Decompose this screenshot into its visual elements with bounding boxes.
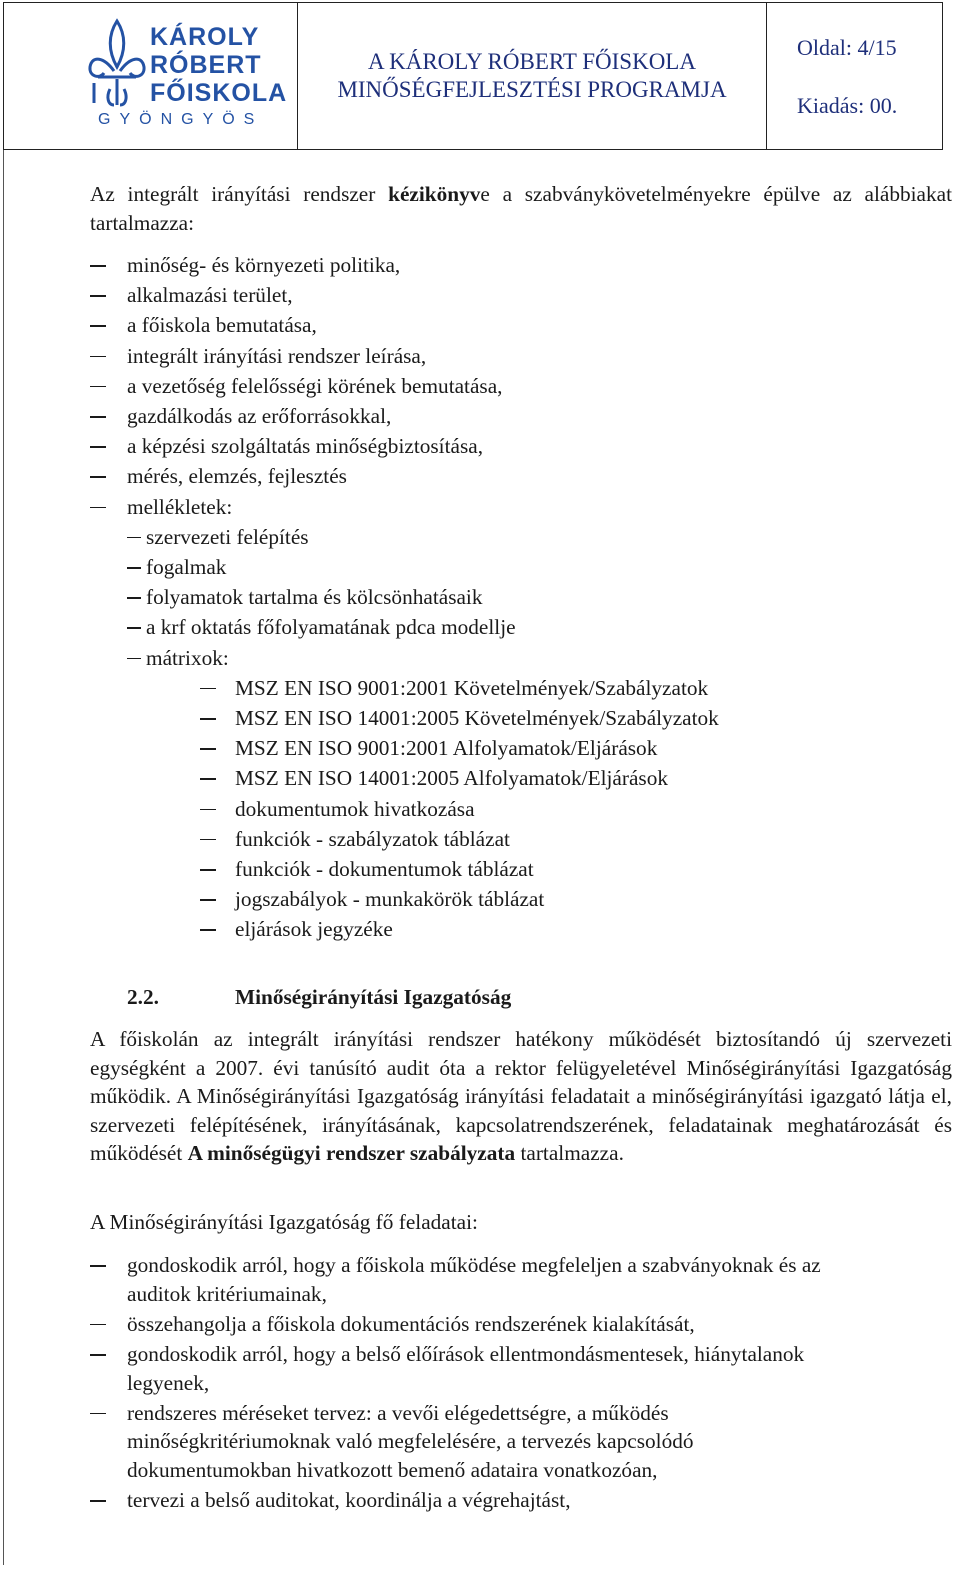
list-dash-icon — [200, 839, 216, 841]
intro-paragraph — [90, 180, 952, 237]
list-dash-icon — [200, 718, 216, 720]
matrix-list-item: MSZ EN ISO 14001:2005 Követelmények/Szabályzatok — [235, 706, 719, 730]
section-text-post: tartalmazza. — [515, 1141, 624, 1165]
list-dash-icon — [200, 688, 216, 690]
list-dash-icon — [200, 748, 216, 750]
annex-list-item: a krf oktatás főfolyamatának pdca modellje — [146, 615, 516, 640]
list-dash-icon — [90, 386, 106, 388]
list-dash-icon — [90, 416, 106, 418]
page-left-border — [3, 150, 4, 1565]
matrix-list-item: jogszabályok - munkakörök táblázat — [235, 887, 545, 912]
logo-line-2: RÓBERT — [150, 51, 262, 79]
matrix-list-item: MSZ EN ISO 14001:2005 Alfolyamatok/Eljárások — [235, 766, 668, 791]
matrix-list-item: funkciók - szabályzatok táblázat — [235, 826, 510, 851]
manual-list-item: alkalmazási terület, — [127, 283, 293, 308]
section-text-pre: A főiskolán az integrált irányítási rendszer hatékony működését biztosítandó új szervezeti egységként a 2007. évi tanúsító audit óta a rektor felügyeletével Minőségirányítási Igazgatóság működik. A Minőségirányítási Igazgatóság irányítási feladatait a minőségirányítási igazgató látja el, szervezeti felépítésének, irányításának, kapcsolatrendszerének, feladatainak meghatározását és működését — [90, 1027, 952, 1165]
matrix-list-item: dokumentumok hivatkozása — [235, 796, 475, 821]
task-list-item: gondoskodik arról, hogy a főiskola működése megfeleljen a szabványoknak és az — [127, 1253, 821, 1277]
document-header — [3, 2, 943, 150]
list-dash-icon — [200, 929, 216, 931]
intro-text-post: e a szabványkövetelményekre épülve az alábbiakat tartalmazza: — [90, 182, 953, 235]
issue-number: Kiadás: 00. — [797, 93, 898, 118]
list-dash-icon — [90, 356, 106, 358]
list-dash-icon — [127, 567, 141, 569]
page-number: Oldal: 4/15 — [797, 35, 897, 60]
list-dash-icon — [90, 1413, 106, 1415]
annex-list-item: folyamatok tartalma és kölcsönhatásaik — [146, 585, 483, 610]
list-dash-icon — [200, 809, 216, 811]
manual-list-item: mellékletek: — [127, 494, 233, 519]
section-title: Minőségirányítási Igazgatóság — [235, 985, 512, 1009]
list-dash-icon — [200, 869, 216, 871]
logo-line-3: FŐISKOLA — [150, 79, 288, 107]
manual-list-item: gazdálkodás az erőforrásokkal, — [127, 404, 392, 428]
list-dash-icon — [127, 658, 141, 660]
list-dash-icon — [90, 476, 106, 478]
manual-list-item: a főiskola bemutatása, — [127, 313, 317, 338]
matrix-list-item: eljárások jegyzéke — [235, 917, 393, 942]
task-list-item-continuation: auditok kritériumainak, — [127, 1281, 327, 1306]
header-title-line-1: A KÁROLY RÓBERT FŐISKOLA — [368, 49, 696, 74]
task-list-item: rendszeres méréseket tervez: a vevői elégedettségre, a működés — [127, 1400, 669, 1425]
header-meta-cell — [767, 3, 942, 149]
task-list-item: összehangolja a főiskola dokumentációs rendszerének kialakítását, — [127, 1311, 695, 1336]
matrix-list-item: funkciók - dokumentumok táblázat — [235, 857, 534, 881]
task-list-item-continuation: legyenek, — [127, 1370, 210, 1395]
list-dash-icon — [127, 627, 141, 629]
manual-list-item: a vezetőség felelősségi körének bemutatása, — [127, 373, 503, 398]
matrix-list-item: MSZ EN ISO 9001:2001 Követelmények/Szabályzatok — [235, 675, 709, 700]
list-dash-icon — [90, 1324, 106, 1326]
matrix-list-item: MSZ EN ISO 9001:2001 Alfolyamatok/Eljárások — [235, 736, 658, 761]
manual-list-item: minőség- és környezeti politika, — [127, 253, 401, 277]
list-dash-icon — [200, 899, 216, 901]
logo-city: GYÖNGYÖS — [98, 111, 264, 128]
fleur-de-lis-logo-icon — [86, 17, 148, 109]
list-dash-icon — [90, 325, 106, 327]
logo-wordmark — [150, 23, 287, 107]
list-dash-icon — [90, 507, 106, 509]
list-dash-icon — [90, 1500, 106, 1502]
manual-list-item: integrált irányítási rendszer leírása, — [127, 343, 427, 368]
list-dash-icon — [90, 1265, 106, 1267]
task-list-item-continuation: minőségkritériumoknak való megfelelésére, a tervezés kapcsolódó — [127, 1429, 694, 1454]
section-text-bold: A minőségügyi rendszer szabályzata — [187, 1141, 516, 1165]
intro-text-bold: kézikönyv — [388, 182, 481, 206]
list-dash-icon — [200, 778, 216, 780]
list-dash-icon — [90, 446, 106, 448]
manual-list-item: a képzési szolgáltatás minőségbiztosítása, — [127, 434, 484, 459]
logo-cell — [4, 3, 298, 149]
list-dash-icon — [127, 537, 141, 539]
annex-list-item: fogalmak — [146, 555, 227, 579]
section-paragraph — [90, 1025, 952, 1168]
intro-text-pre: Az integrált irányítási rendszer — [90, 182, 389, 206]
list-dash-icon — [127, 597, 141, 599]
list-dash-icon — [90, 1354, 106, 1356]
tasks-intro: A Minőségirányítási Igazgatóság fő feladatai: — [90, 1210, 478, 1234]
list-dash-icon — [90, 265, 106, 267]
task-list-item: tervezi a belső auditokat, koordinálja a végrehajtást, — [127, 1488, 571, 1513]
header-title-line-2: MINŐSÉGFEJLESZTÉSI PROGRAMJA — [337, 77, 727, 102]
section-number: 2.2. — [127, 985, 159, 1009]
annex-list-item: szervezeti felépítés — [146, 524, 309, 549]
manual-list-item: mérés, elemzés, fejlesztés — [127, 464, 347, 489]
header-title-cell — [298, 3, 767, 149]
task-list-item-continuation: dokumentumokban hivatkozott bemenő adataira vonatkozóan, — [127, 1457, 658, 1482]
list-dash-icon — [90, 295, 106, 297]
logo-line-1: KÁROLY — [150, 23, 260, 51]
annex-list-item: mátrixok: — [146, 645, 229, 670]
task-list-item: gondoskodik arról, hogy a belső előírások ellentmondásmentesek, hiánytalanok — [127, 1342, 805, 1367]
